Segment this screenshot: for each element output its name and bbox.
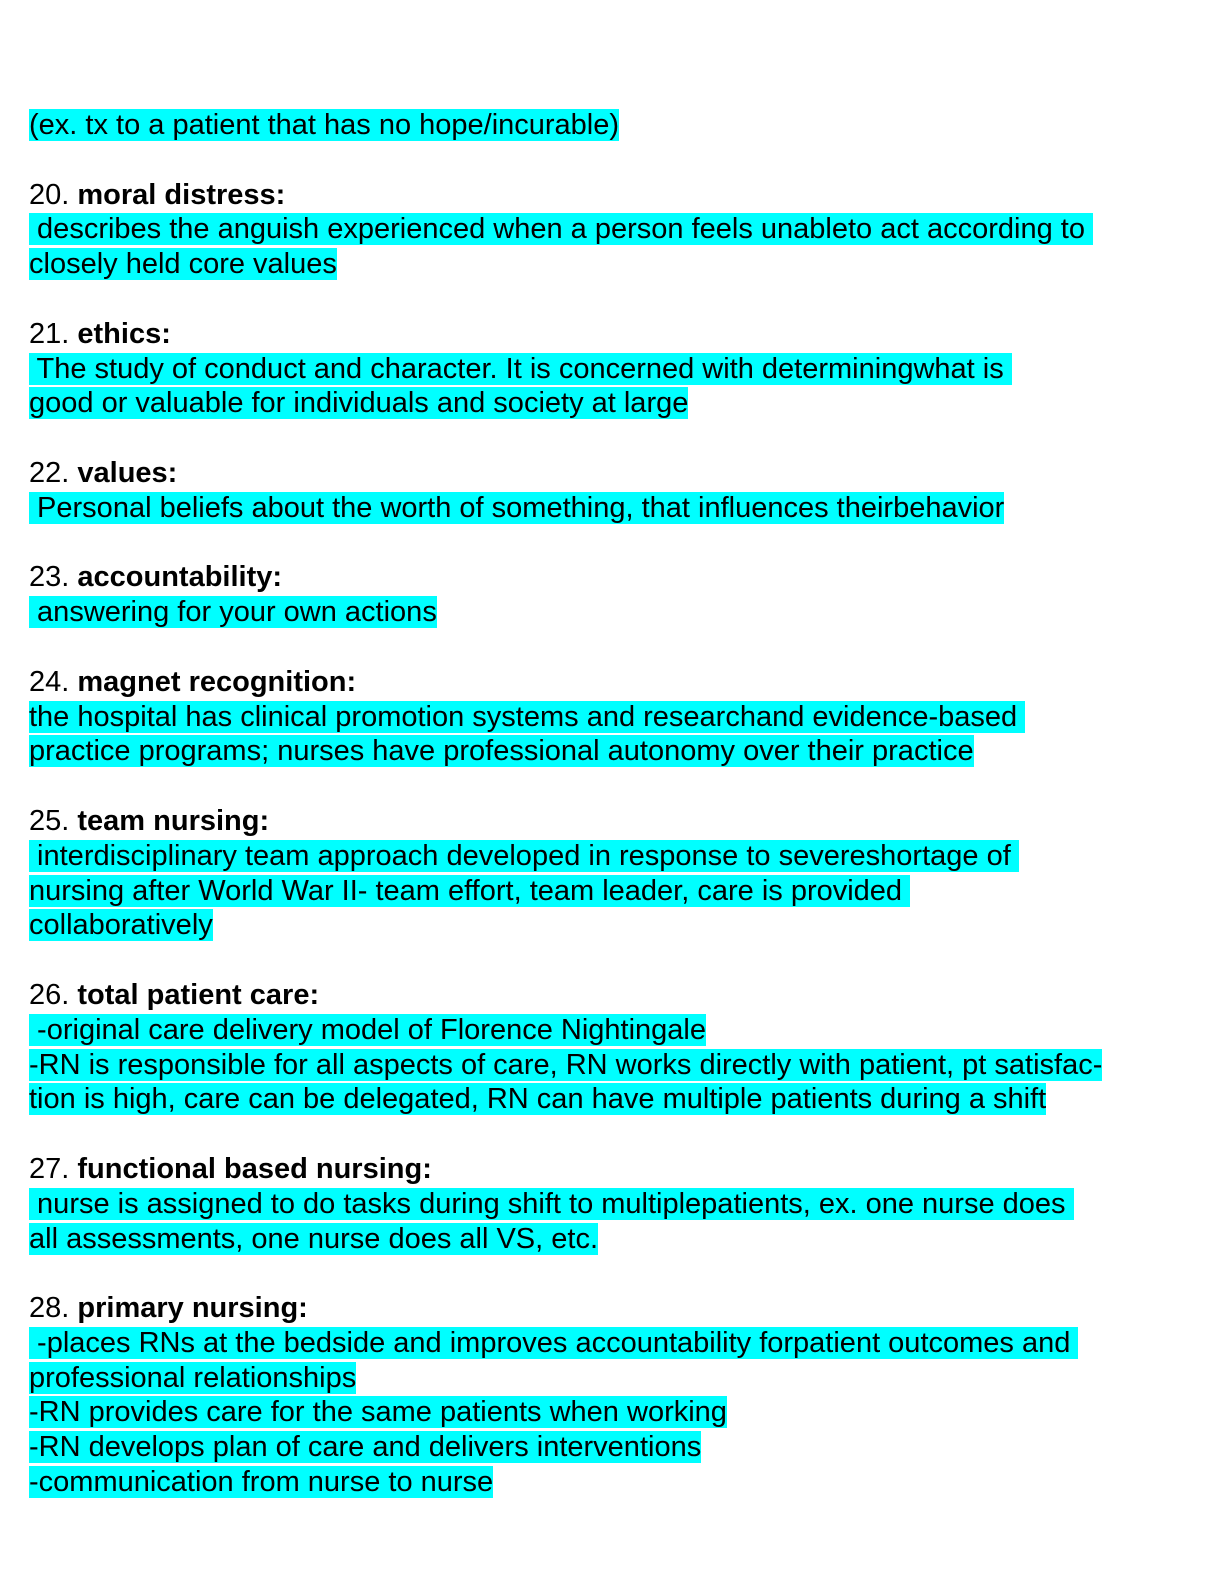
term-line <box>29 1291 1199 1326</box>
definition-line <box>29 1187 1199 1222</box>
entry-number: 21. <box>29 317 70 350</box>
term-label: accountability: <box>77 561 283 594</box>
glossary-entry <box>29 804 1199 943</box>
term-label: ethics: <box>77 317 171 350</box>
term-label: magnet recognition: <box>77 665 357 698</box>
definition-line <box>29 1326 1199 1361</box>
term-label: primary nursing: <box>77 1292 308 1325</box>
definition-line <box>29 1395 1199 1430</box>
entry-number: 22. <box>29 456 70 489</box>
definition-line <box>29 1430 1199 1465</box>
definition-highlight: closely held core values <box>29 248 337 281</box>
term-line <box>29 804 1199 839</box>
definition-highlight: professional relationships <box>29 1361 357 1394</box>
term-label: team nursing: <box>77 804 270 837</box>
term-label: values: <box>77 456 178 489</box>
definition-highlight: collaboratively <box>29 909 213 942</box>
term-label: total patient care: <box>77 978 320 1011</box>
term-line <box>29 1152 1199 1187</box>
definition-highlight: describes the anguish experienced when a person feels unableto act according to <box>29 213 1094 246</box>
glossary-entries <box>29 178 1199 1500</box>
intro-highlight: (ex. tx to a patient that has no hope/incurable) <box>29 109 620 141</box>
entry-number: 26. <box>29 978 70 1011</box>
definition-line <box>29 1465 1199 1500</box>
definition-line <box>29 595 1199 630</box>
definition-highlight: answering for your own actions <box>29 596 437 629</box>
definition-highlight: all assessments, one nurse does all VS, etc. <box>29 1222 599 1255</box>
definition-highlight: nurse is assigned to do tasks during shift to multiplepatients, ex. one nurse does <box>29 1187 1074 1220</box>
entry-number: 20. <box>29 178 70 211</box>
intro-line <box>29 108 1199 143</box>
term-label: moral distress: <box>77 178 286 211</box>
term-line <box>29 456 1199 491</box>
document-page <box>29 108 1199 1535</box>
entry-number: 23. <box>29 561 70 594</box>
definition-line <box>29 839 1199 874</box>
glossary-entry <box>29 560 1199 630</box>
definition-highlight: -RN develops plan of care and delivers interventions <box>29 1431 702 1464</box>
definition-line <box>29 1222 1199 1257</box>
definition-line <box>29 1361 1199 1396</box>
glossary-entry <box>29 178 1199 282</box>
definition-line <box>29 212 1199 247</box>
entry-number: 27. <box>29 1152 70 1185</box>
definition-highlight: -places RNs at the bedside and improves accountability forpatient outcomes and <box>29 1326 1079 1359</box>
entry-number: 24. <box>29 665 70 698</box>
definition-highlight: -RN is responsible for all aspects of care, RN works directly with patient, pt satisfac- <box>29 1048 1103 1081</box>
term-line <box>29 560 1199 595</box>
definition-highlight: -communication from nurse to nurse <box>29 1466 494 1499</box>
definition-highlight: good or valuable for individuals and society at large <box>29 387 689 420</box>
definition-line <box>29 1013 1199 1048</box>
glossary-entry <box>29 317 1199 421</box>
definition-line <box>29 386 1199 421</box>
definition-line <box>29 874 1199 909</box>
term-line <box>29 178 1199 213</box>
definition-line <box>29 908 1199 943</box>
definition-highlight: -original care delivery model of Florence Nightingale <box>29 1013 706 1046</box>
definition-line <box>29 1048 1199 1083</box>
entry-number: 25. <box>29 804 70 837</box>
definition-highlight: the hospital has clinical promotion systems and researchand evidence-based <box>29 700 1026 733</box>
glossary-entry <box>29 456 1199 526</box>
glossary-entry <box>29 1152 1199 1256</box>
definition-highlight: Personal beliefs about the worth of something, that influences theirbehavior <box>29 491 1005 524</box>
definition-highlight: nursing after World War II- team effort, team leader, care is provided <box>29 874 911 907</box>
definition-line <box>29 734 1199 769</box>
definition-line <box>29 491 1199 526</box>
glossary-entry <box>29 665 1199 769</box>
term-label: functional based nursing: <box>77 1152 432 1185</box>
definition-highlight: -RN provides care for the same patients when working <box>29 1396 727 1429</box>
definition-line <box>29 1082 1199 1117</box>
entry-number: 28. <box>29 1292 70 1325</box>
glossary-entry <box>29 978 1199 1117</box>
definition-line <box>29 352 1199 387</box>
term-line <box>29 665 1199 700</box>
definition-highlight: practice programs; nurses have professional autonomy over their practice <box>29 735 974 768</box>
term-line <box>29 978 1199 1013</box>
definition-highlight: tion is high, care can be delegated, RN can have multiple patients during a shift <box>29 1083 1047 1116</box>
glossary-entry <box>29 1291 1199 1500</box>
definition-highlight: The study of conduct and character. It is concerned with determiningwhat is <box>29 352 1012 385</box>
term-line <box>29 317 1199 352</box>
definition-line <box>29 700 1199 735</box>
definition-highlight: interdisciplinary team approach developed in response to severeshortage of <box>29 839 1019 872</box>
definition-line <box>29 247 1199 282</box>
